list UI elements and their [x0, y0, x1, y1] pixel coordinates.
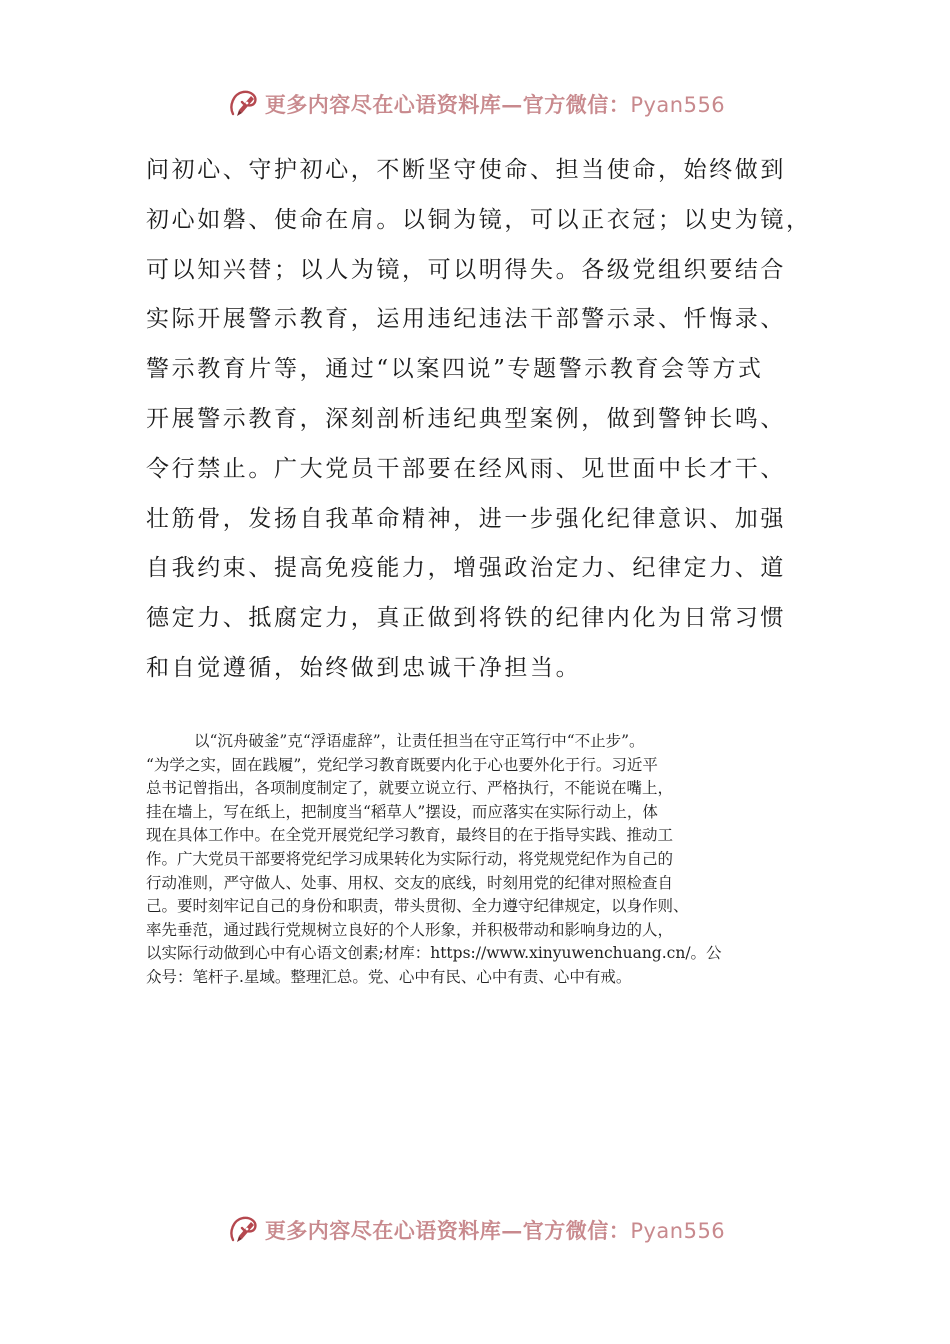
note-line: 总书记曾指出，各项制度制定了，就要立说立行、严格执行，不能说在嘴上，	[146, 779, 674, 798]
pen-nib-logo-icon	[225, 86, 261, 122]
note-line: 以实际行动做到心中有心语文创素;材库：https://www.xinyuwenchuang.cn/。公	[146, 944, 722, 963]
main-paragraph	[146, 146, 816, 694]
text-line: 和自觉遵循，始终做到忠诚干净担当。	[146, 654, 582, 681]
note-line: 行动准则，严守做人、处事、用权、交友的底线，时刻用党的纪律对照检查自	[146, 873, 674, 892]
note-paragraph	[146, 730, 812, 990]
banner-text: 更多内容尽在心语资料库—官方微信：Pyan556	[264, 92, 726, 117]
note-line: 作。广大党员干部要将党纪学习成果转化为实际行动，将党规党纪作为自己的	[146, 849, 674, 868]
header-banner	[0, 84, 950, 124]
note-line: 现在具体工作中。在全党开展党纪学习教育，最终目的在于指导实践、推动工	[146, 826, 674, 845]
text-line: 开展警示教育，深刻剖析违纪典型案例，做到警钟长鸣、	[146, 405, 786, 432]
note-line: 众号：笔杆子.星域。整理汇总。党、心中有民、心中有责、心中有戒。	[146, 967, 632, 986]
note-line: 以“沉舟破釜”克“浮语虚辞”，让责任担当在守正笃行中“不止步”。	[194, 732, 645, 750]
text-line: 自我约束、提高免疫能力，增强政治定力、纪律定力、道	[146, 555, 786, 582]
text-line: 可以知兴替；以人为镜，可以明得失。各级党组织要结合	[146, 256, 786, 283]
banner-text: 更多内容尽在心语资料库—官方微信：Pyan556	[264, 1218, 726, 1243]
text-line: 问初心、守护初心，不断坚守使命、担当使命，始终做到	[146, 157, 786, 183]
text-line: 警示教育片等，通过“以案四说”专题警示教育会等方式	[146, 356, 764, 383]
text-line: 实际开展警示教育，运用违纪违法干部警示录、忏悔录、	[146, 306, 786, 333]
note-line: 率先垂范，通过践行党规树立良好的个人形象，并积极带动和影响身边的人，	[146, 920, 674, 939]
text-line: 德定力、抵腐定力，真正做到将铁的纪律内化为日常习惯	[146, 605, 786, 632]
pen-nib-logo-icon	[225, 1212, 261, 1248]
text-line: 初心如磐、使命在肩。以铜为镜，可以正衣冠；以史为镜，	[146, 206, 812, 233]
note-line: 己。要时刻牢记自己的身份和职责，带头贯彻、全力遵守纪律规定，以身作则、	[146, 897, 689, 916]
footer-banner	[0, 1210, 950, 1250]
text-line: 壮筋骨，发扬自我革命精神，进一步强化纪律意识、加强	[146, 505, 786, 532]
note-line: 挂在墙上，写在纸上，把制度当“稻草人”摆设，而应落实在实际行动上，体	[146, 802, 658, 821]
text-line: 令行禁止。广大党员干部要在经风雨、见世面中长才干、	[146, 455, 786, 482]
note-line: “为学之实，固在践履”，党纪学习教育既要内化于心也要外化于行。习近平	[146, 755, 658, 774]
